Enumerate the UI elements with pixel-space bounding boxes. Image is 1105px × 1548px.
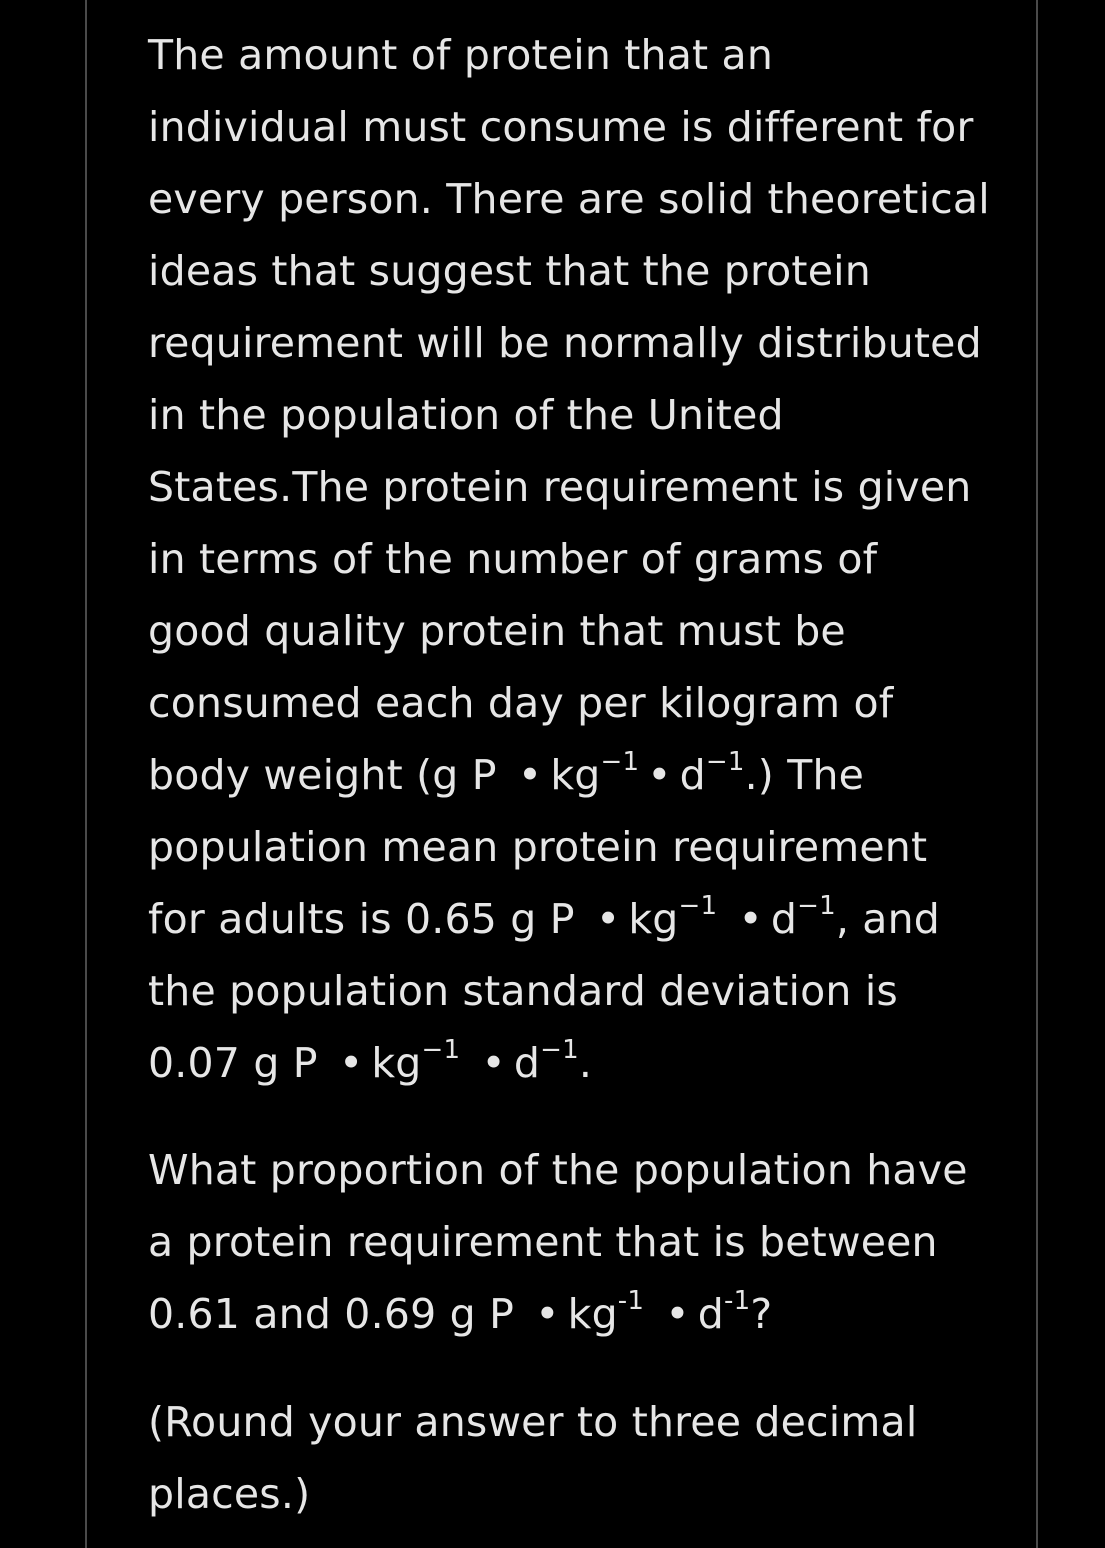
paragraph-gap xyxy=(148,1099,1048,1134)
bullet-dot: • xyxy=(338,1039,364,1087)
units-suffix: , and xyxy=(835,895,941,943)
bullet-dot: • xyxy=(595,895,621,943)
exponent: -1 xyxy=(723,1286,751,1317)
paragraph-line: consumed each day per kilogram of xyxy=(148,679,894,727)
unit-d: d xyxy=(697,1290,724,1338)
unit-kg: kg xyxy=(550,751,601,799)
unit-d: d xyxy=(513,1039,541,1087)
unit-kg: kg xyxy=(371,1039,422,1087)
instruction-line: (Round your answer to three decimal xyxy=(148,1398,918,1446)
paragraph-line: requirement will be normally distributed xyxy=(148,319,982,367)
unit-kg: kg xyxy=(567,1290,618,1338)
bullet-dot: • xyxy=(738,895,763,943)
paragraph-line: in the population of the United xyxy=(148,391,784,439)
exponent: −1 xyxy=(678,891,718,922)
paragraph-line: every person. There are solid theoretical xyxy=(148,175,990,223)
exponent: −1 xyxy=(421,1035,461,1066)
paragraph-line: the population standard deviation is xyxy=(148,967,898,1015)
bullet-dot: • xyxy=(535,1290,560,1338)
units-prefix: for adults is 0.65 g P xyxy=(148,895,575,943)
problem-text xyxy=(148,19,1048,1530)
unit-d: d xyxy=(770,895,798,943)
exponent: −1 xyxy=(600,747,640,778)
bullet-dot: • xyxy=(647,751,672,799)
paragraph-line: The amount of protein that an xyxy=(148,31,774,79)
exponent: −1 xyxy=(797,891,836,922)
exponent: −1 xyxy=(540,1035,579,1066)
paragraph-line: good quality protein that must be xyxy=(148,607,846,655)
bullet-dot: • xyxy=(665,1290,690,1338)
units-suffix: .) The xyxy=(744,751,865,799)
units-prefix: 0.07 g P xyxy=(148,1039,318,1087)
unit-d: d xyxy=(679,751,706,799)
exponent: −1 xyxy=(705,747,745,778)
paragraph-gap xyxy=(148,1350,1048,1386)
bullet-dot: • xyxy=(481,1039,506,1087)
units-line-question xyxy=(148,1278,1048,1350)
units-line-mean xyxy=(148,883,1048,955)
question-line: What proportion of the population have xyxy=(148,1146,968,1194)
paragraph-line: population mean protein requirement xyxy=(148,823,928,871)
bullet-dot: • xyxy=(517,751,543,799)
exponent: -1 xyxy=(617,1286,645,1317)
units-suffix: ? xyxy=(750,1290,773,1338)
units-suffix: . xyxy=(578,1039,593,1087)
units-prefix: 0.61 and 0.69 g P xyxy=(148,1290,514,1338)
units-line-body-weight xyxy=(148,739,1048,811)
paragraph-line: States.The protein requirement is given xyxy=(148,463,972,511)
instruction-line: places.) xyxy=(148,1470,311,1518)
paragraph-line: in terms of the number of grams of xyxy=(148,535,878,583)
units-prefix: body weight (g P xyxy=(148,751,497,799)
question-line: a protein requirement that is between xyxy=(148,1218,938,1266)
paragraph-line: individual must consume is different for xyxy=(148,103,974,151)
paragraph-line: ideas that suggest that the protein xyxy=(148,247,871,295)
unit-kg: kg xyxy=(628,895,679,943)
units-line-sd xyxy=(148,1027,1048,1099)
